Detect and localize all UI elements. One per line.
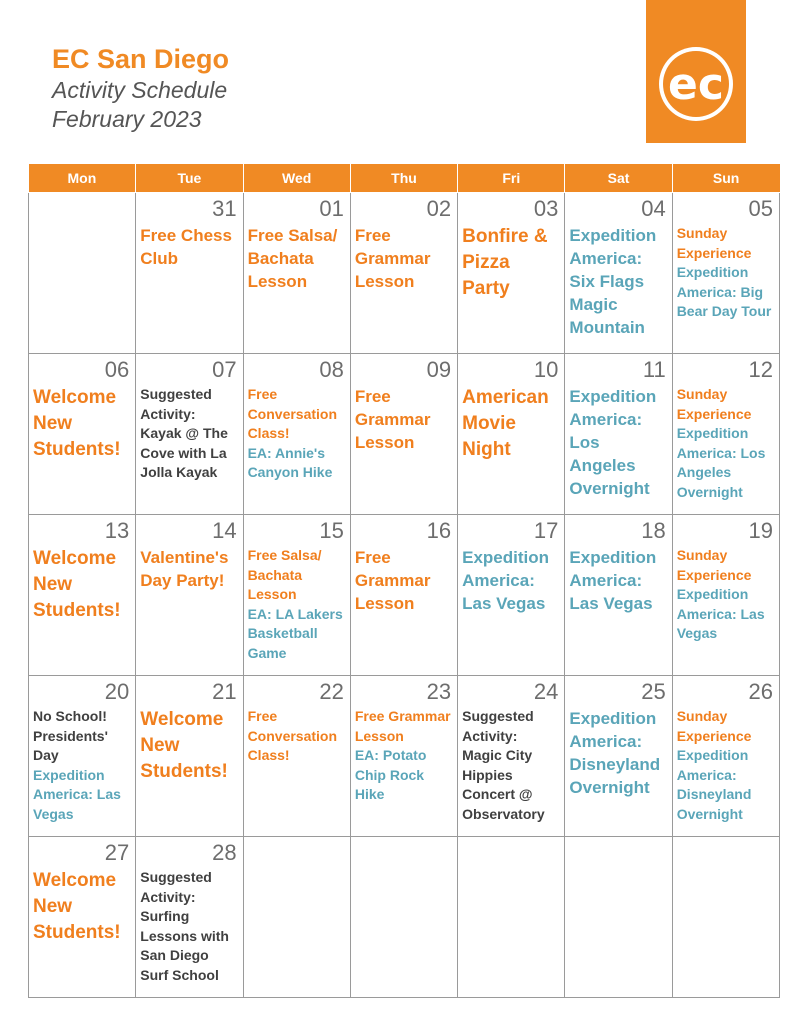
day-number: 02	[426, 196, 452, 221]
calendar-day-cell	[350, 837, 457, 998]
event-text: Free Salsa/ Bachata Lesson	[247, 547, 322, 602]
event-text: Expedition America: Las Vegas	[33, 766, 121, 822]
day-number: 24	[533, 679, 559, 704]
event-text: Free Grammar Lesson	[354, 226, 431, 291]
day-number: 25	[641, 679, 666, 704]
calendar-day-cell	[243, 515, 350, 676]
calendar-day-cell	[350, 193, 457, 354]
calendar-day-cell	[672, 193, 779, 354]
weekday-header-row	[29, 164, 780, 193]
day-number: 01	[319, 196, 344, 221]
calendar-day-cell	[29, 837, 136, 998]
event-text: Expedition America: Disneyland Overnight	[569, 709, 661, 797]
event-text: Expedition America: Disneyland Overnight	[676, 747, 752, 822]
day-number: 22	[319, 679, 344, 704]
weekday-header: Sat	[565, 164, 672, 193]
calendar-week-row	[29, 676, 780, 837]
event-text: Free Salsa/ Bachata Lesson	[247, 226, 338, 291]
calendar-day-cell	[565, 515, 672, 676]
calendar-grid	[28, 164, 780, 998]
day-number: 14	[212, 518, 237, 543]
day-number: 09	[426, 357, 452, 382]
calendar-day-cell	[458, 193, 565, 354]
weekday-header: Fri	[458, 164, 565, 193]
calendar-day-cell	[565, 676, 672, 837]
calendar-day-cell	[458, 515, 565, 676]
day-number: 06	[104, 357, 130, 382]
event-text: Sunday Experience	[676, 547, 752, 583]
event-text: Free Grammar Lesson	[354, 387, 431, 452]
calendar-day-cell	[672, 837, 779, 998]
day-number: 11	[642, 357, 666, 382]
calendar-day-cell	[350, 676, 457, 837]
calendar-day-cell	[350, 354, 457, 515]
calendar-day-cell	[672, 354, 779, 515]
event-text: Expedition America: Six Flags Magic Mountain	[569, 226, 657, 337]
ec-logo-text: ec	[668, 59, 724, 110]
event-text: Free Conversation Class!	[247, 708, 338, 763]
calendar-day-cell	[565, 193, 672, 354]
weekday-header: Thu	[350, 164, 457, 193]
event-text: Sunday Experience	[676, 708, 752, 744]
event-text: Sunday Experience	[676, 225, 752, 261]
calendar-week-row	[29, 354, 780, 515]
calendar-day-cell	[672, 676, 779, 837]
calendar-day-cell	[29, 354, 136, 515]
event-text: American Movie Night	[462, 387, 549, 460]
day-number: 08	[319, 357, 344, 382]
day-number: 23	[426, 679, 452, 704]
weekday-header: Mon	[29, 164, 136, 193]
event-text: EA: LA Lakers Basketball Game	[247, 605, 343, 661]
day-number: 18	[641, 518, 666, 543]
calendar-day-cell	[136, 837, 243, 998]
calendar-day-cell	[243, 676, 350, 837]
event-text: Suggested Activity: Magic City Hippies Concert @ Observatory	[462, 708, 545, 822]
calendar-day-cell	[458, 837, 565, 998]
event-text: Expedition America: Los Angeles Overnight	[569, 387, 657, 498]
event-text: Expedition America: Los Angeles Overnight	[676, 425, 766, 500]
event-text: Welcome New Students!	[33, 870, 121, 943]
day-number: 07	[212, 357, 237, 382]
event-text: Expedition America: Las Vegas	[569, 548, 657, 613]
calendar-day-cell	[243, 193, 350, 354]
calendar-day-cell	[243, 837, 350, 998]
schedule-month: February 2023	[52, 106, 202, 132]
event-text: Free Grammar Lesson	[354, 708, 451, 744]
calendar-day-cell	[565, 354, 672, 515]
event-text: EA: Potato Chip Rock Hike	[354, 747, 427, 802]
day-number: 05	[748, 196, 773, 221]
event-text: EA: Annie's Canyon Hike	[247, 444, 333, 480]
calendar-day-cell	[565, 837, 672, 998]
day-number: 27	[104, 840, 130, 865]
day-number: 17	[533, 518, 559, 543]
calendar-day-cell	[672, 515, 779, 676]
day-number: 21	[212, 679, 237, 704]
weekday-header: Tue	[136, 164, 243, 193]
calendar-day-cell	[458, 676, 565, 837]
weekday-header: Wed	[243, 164, 350, 193]
event-text: No School! Presidents' Day	[33, 708, 108, 763]
event-text: Free Chess Club	[140, 226, 232, 268]
event-text: Expedition America: Big Bear Day Tour	[676, 264, 772, 319]
event-text: Sunday Experience	[676, 386, 752, 422]
calendar-week-row	[29, 193, 780, 354]
school-title: EC San Diego	[52, 44, 230, 74]
schedule-subtitle: Activity Schedule	[52, 77, 228, 103]
event-text: Expedition America: Las Vegas	[676, 586, 765, 641]
page-header	[52, 42, 229, 134]
day-number: 26	[748, 679, 773, 704]
event-text: Free Grammar Lesson	[354, 548, 431, 613]
day-number: 13	[104, 518, 130, 543]
day-number: 28	[212, 840, 237, 865]
day-number: 16	[426, 518, 452, 543]
ec-logo	[646, 0, 746, 143]
calendar-day-cell	[136, 676, 243, 837]
calendar-week-row	[29, 515, 780, 676]
day-number: 03	[533, 196, 559, 221]
calendar-day-cell	[243, 354, 350, 515]
day-number: 19	[748, 518, 773, 543]
calendar-day-cell	[136, 354, 243, 515]
event-text: Free Conversation Class!	[247, 386, 338, 441]
event-text: Bonfire & Pizza Party	[462, 226, 548, 299]
event-text: Welcome New Students!	[140, 709, 228, 782]
event-text: Suggested Activity: Surfing Lessons with San Diego Surf School	[140, 869, 229, 983]
day-number: 31	[212, 196, 237, 221]
calendar-day-cell	[136, 193, 243, 354]
calendar-day-cell	[458, 354, 565, 515]
calendar-day-cell	[136, 515, 243, 676]
day-number: 10	[533, 357, 559, 382]
day-number: 20	[104, 679, 130, 704]
calendar-day-cell	[29, 676, 136, 837]
event-text: Valentine's Day Party!	[140, 548, 229, 590]
day-number: 12	[748, 357, 773, 382]
calendar-week-row	[29, 837, 780, 998]
event-text: Welcome New Students!	[33, 387, 121, 460]
day-number: 04	[641, 196, 666, 221]
ec-logo-mark	[646, 0, 746, 143]
day-number: 15	[319, 518, 344, 543]
calendar-day-cell	[29, 515, 136, 676]
calendar-day-cell	[29, 193, 136, 354]
event-text: Welcome New Students!	[33, 548, 121, 621]
event-text: Expedition America: Las Vegas	[462, 548, 550, 613]
weekday-header: Sun	[672, 164, 779, 193]
event-text: Suggested Activity: Kayak @ The Cove with La Jolla Kayak	[140, 386, 228, 480]
calendar-day-cell	[350, 515, 457, 676]
